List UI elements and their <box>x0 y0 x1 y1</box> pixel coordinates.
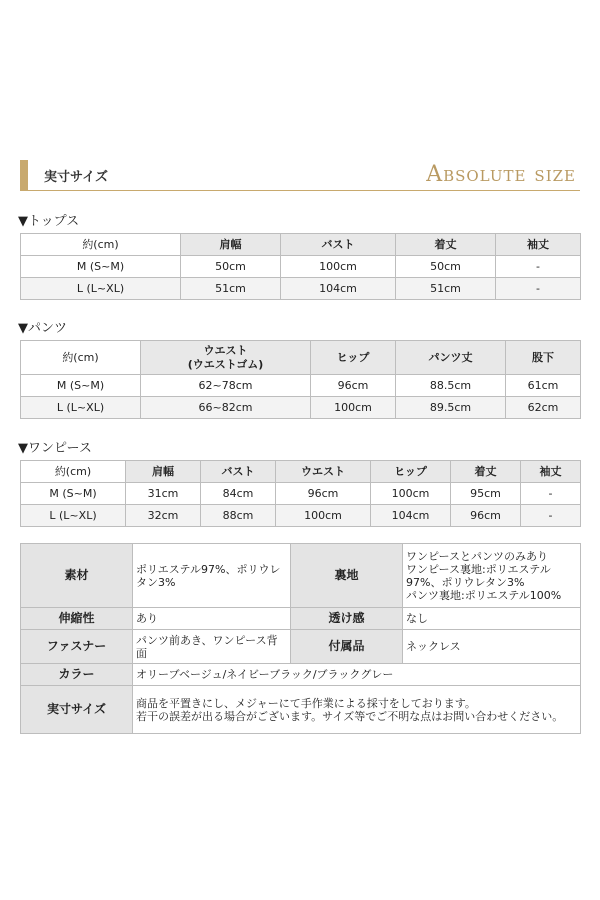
sheer-label: 透け感 <box>291 608 403 630</box>
table-cell: 95cm <box>451 483 521 505</box>
table-header-cell: 袖丈 <box>521 461 581 483</box>
size-label-cell: M (S~M) <box>21 375 141 397</box>
table-row <box>21 397 581 419</box>
table-cell: 96cm <box>311 375 396 397</box>
table-cell: 32cm <box>126 505 201 527</box>
table-cell: 50cm <box>396 256 496 278</box>
table-cell: 89.5cm <box>396 397 506 419</box>
size-label-cell: M (S~M) <box>21 483 126 505</box>
table-cell: 62~78cm <box>141 375 311 397</box>
table-cell: 61cm <box>506 375 581 397</box>
lining-value: ワンピースとパンツのみあり ワンピース裏地:ポリエステル97%、ポリウレタン3% パンツ裏地:ポリエステル100% <box>403 544 581 608</box>
table-cell: 100cm <box>281 256 396 278</box>
table-header-cell: 着丈 <box>396 234 496 256</box>
info-row-fastener <box>21 630 581 664</box>
table-cell: 31cm <box>126 483 201 505</box>
table-cell: - <box>496 256 581 278</box>
table-header-row <box>21 461 581 483</box>
table-header-row <box>21 234 581 256</box>
section-header <box>20 160 580 190</box>
info-row-material <box>21 544 581 608</box>
table-header-cell: 肩幅 <box>181 234 281 256</box>
size-label-cell: M (S~M) <box>21 256 181 278</box>
size-label-cell: L (L~XL) <box>21 505 126 527</box>
table-row <box>21 256 581 278</box>
table-cell: 51cm <box>396 278 496 300</box>
table-header-cell: ウエスト (ウエストゴム) <box>141 341 311 375</box>
sheer-value: なし <box>403 608 581 630</box>
table-row <box>21 505 581 527</box>
table-cell: 96cm <box>451 505 521 527</box>
table-cell: 88.5cm <box>396 375 506 397</box>
table-cell: 50cm <box>181 256 281 278</box>
table-header-cell: ヒップ <box>371 461 451 483</box>
info-row-color <box>21 664 581 686</box>
pants-size-table <box>20 340 581 419</box>
table-header-cell: ウエスト <box>276 461 371 483</box>
table-cell: - <box>521 505 581 527</box>
table-cell: 104cm <box>281 278 396 300</box>
table-header-cell: バスト <box>281 234 396 256</box>
table-header-cell: 着丈 <box>451 461 521 483</box>
info-row-stretch <box>21 608 581 630</box>
table-cell: 96cm <box>276 483 371 505</box>
color-value: オリーブベージュ/ネイビーブラック/ブラックグレー <box>133 664 581 686</box>
onepiece-section-title: ▼ワンピース <box>18 441 92 456</box>
table-cell: 88cm <box>201 505 276 527</box>
onepiece-size-table <box>20 460 581 527</box>
table-cell: - <box>521 483 581 505</box>
table-cell: 100cm <box>311 397 396 419</box>
fastener-label: ファスナー <box>21 630 133 664</box>
table-header-cell: 股下 <box>506 341 581 375</box>
table-cell: 104cm <box>371 505 451 527</box>
table-header-cell: バスト <box>201 461 276 483</box>
header-title: 実寸サイズ <box>44 170 108 185</box>
table-cell: 84cm <box>201 483 276 505</box>
header-divider <box>20 190 580 191</box>
material-label: 素材 <box>21 544 133 608</box>
accessory-label: 付属品 <box>291 630 403 664</box>
stretch-value: あり <box>133 608 291 630</box>
table-header-cell: 約(cm) <box>21 341 141 375</box>
size-note-label: 実寸サイズ <box>21 686 133 734</box>
material-value: ポリエステル97%、ポリウレタン3% <box>133 544 291 608</box>
table-header-cell: 約(cm) <box>21 461 126 483</box>
info-row-size-note <box>21 686 581 734</box>
table-row <box>21 375 581 397</box>
header-accent-bar <box>20 160 28 190</box>
stretch-label: 伸縮性 <box>21 608 133 630</box>
table-header-row <box>21 341 581 375</box>
table-cell: 62cm <box>506 397 581 419</box>
fastener-value: パンツ前あき、ワンピース背面 <box>133 630 291 664</box>
table-header-cell: 肩幅 <box>126 461 201 483</box>
product-info-table <box>20 543 581 734</box>
table-cell: 100cm <box>371 483 451 505</box>
tops-section-title: ▼トップス <box>18 214 80 229</box>
table-row <box>21 278 581 300</box>
header-brand-text: Absolute size <box>426 162 576 187</box>
lining-label: 裏地 <box>291 544 403 608</box>
size-note-value: 商品を平置きにし、メジャーにて手作業による採寸をしております。 若干の誤差が出る場合がございます。サイズ等でご不明な点はお問い合わせください。 <box>133 686 581 734</box>
table-cell: 51cm <box>181 278 281 300</box>
table-cell: 100cm <box>276 505 371 527</box>
table-header-cell: 約(cm) <box>21 234 181 256</box>
table-header-cell: ヒップ <box>311 341 396 375</box>
table-row <box>21 483 581 505</box>
table-header-cell: パンツ丈 <box>396 341 506 375</box>
table-header-cell: 袖丈 <box>496 234 581 256</box>
accessory-value: ネックレス <box>403 630 581 664</box>
table-cell: - <box>496 278 581 300</box>
table-cell: 66~82cm <box>141 397 311 419</box>
color-label: カラー <box>21 664 133 686</box>
pants-section-title: ▼パンツ <box>18 321 67 336</box>
tops-size-table <box>20 233 581 300</box>
size-label-cell: L (L~XL) <box>21 278 181 300</box>
size-label-cell: L (L~XL) <box>21 397 141 419</box>
